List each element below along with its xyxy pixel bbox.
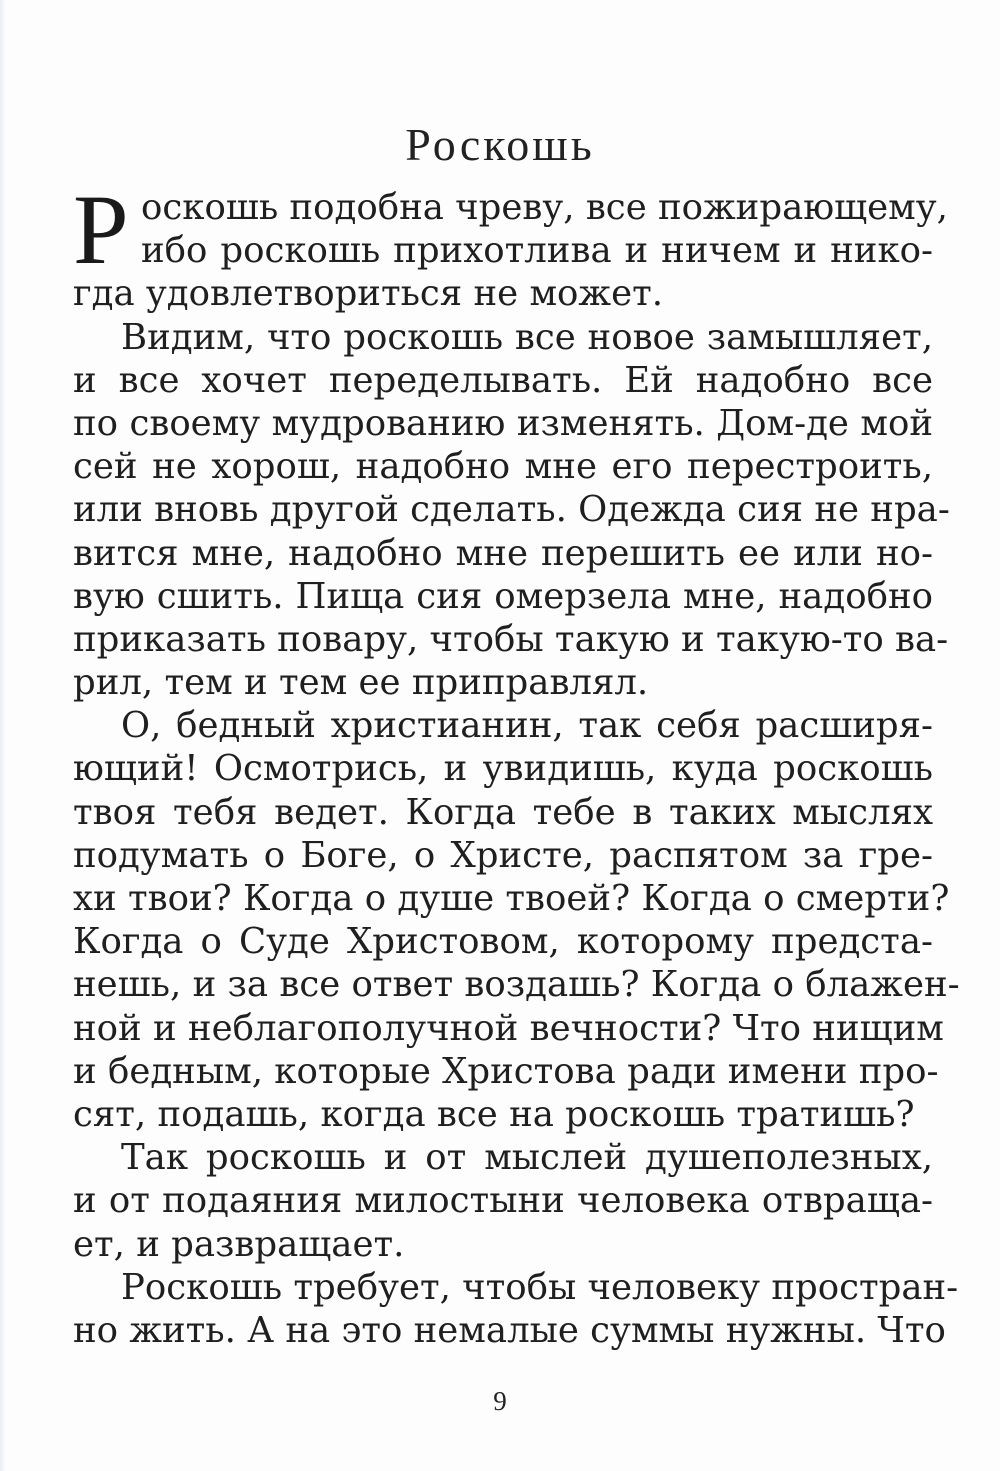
text-line: Когда о Суде Христовом, которому предста-: [73, 921, 933, 963]
text-line: вую сшить. Пища сия омерзела мне, надобно: [73, 575, 933, 617]
text-line: вится мне, надобно мне перешить ее или но-: [73, 532, 933, 574]
text-line: но жить. А на это немалые суммы нужны. Что: [73, 1309, 946, 1351]
text-line: хи твои? Когда о душе твоей? Когда о смерти?: [73, 878, 950, 919]
text-line: и от подаяния милостыни человека отвраща-: [73, 1180, 933, 1222]
text-line: ибо роскошь прихотлива и ничем и нико-: [141, 230, 933, 272]
text-line: ет, и развращает.: [73, 1223, 405, 1265]
chapter-title: Роскошь: [405, 119, 595, 170]
text-line: и бедным, которые Христова ради имени про-: [73, 1050, 939, 1092]
text-line: приказать повару, чтобы такую и такую-то ва-: [73, 618, 949, 660]
text-line: Видим, что роскошь все новое замышляет,: [121, 316, 933, 358]
text-line: рил, тем и тем ее приправлял.: [73, 662, 649, 704]
drop-cap-letter: Р: [73, 174, 129, 285]
text-line: твоя тебя ведет. Когда тебе в таких мыслях: [73, 791, 933, 833]
text-line: ной и неблагополучной вечности? Что нищим: [73, 1007, 944, 1049]
page-number: 9: [493, 1386, 507, 1416]
text-line: или вновь другой сделать. Одежда сия не нра-: [73, 489, 950, 531]
text-line: сей не хорош, надобно мне его перестроить,: [73, 446, 933, 488]
text-line: и все хочет переделывать. Ей надобно все: [73, 359, 933, 401]
page-edge-shadow: [0, 0, 6, 1471]
text-line: сят, подашь, когда все на роскошь тратишь?: [73, 1093, 915, 1135]
text-line: по своему мудрованию изменять. Дом-де мой: [73, 402, 933, 444]
text-line: ющий! Осмотрись, и увидишь, куда роскошь: [73, 748, 933, 790]
text-line: гда удовлетвориться не может.: [73, 273, 664, 315]
text-line: подумать о Боге, о Христе, распятом за гре-: [73, 834, 933, 876]
text-line: оскошь подобна чреву, все пожирающему,: [141, 187, 948, 228]
body-text: [73, 186, 960, 1352]
text-line: Так роскошь и от мыслей душеполезных,: [121, 1137, 933, 1179]
text-line: О, бедный христианин, так себя расширя-: [121, 705, 933, 747]
text-line: Роскошь требует, чтобы человеку простран-: [121, 1266, 959, 1308]
text-line: нешь, и за все ответ воздашь? Когда о блажен-: [73, 964, 960, 1006]
